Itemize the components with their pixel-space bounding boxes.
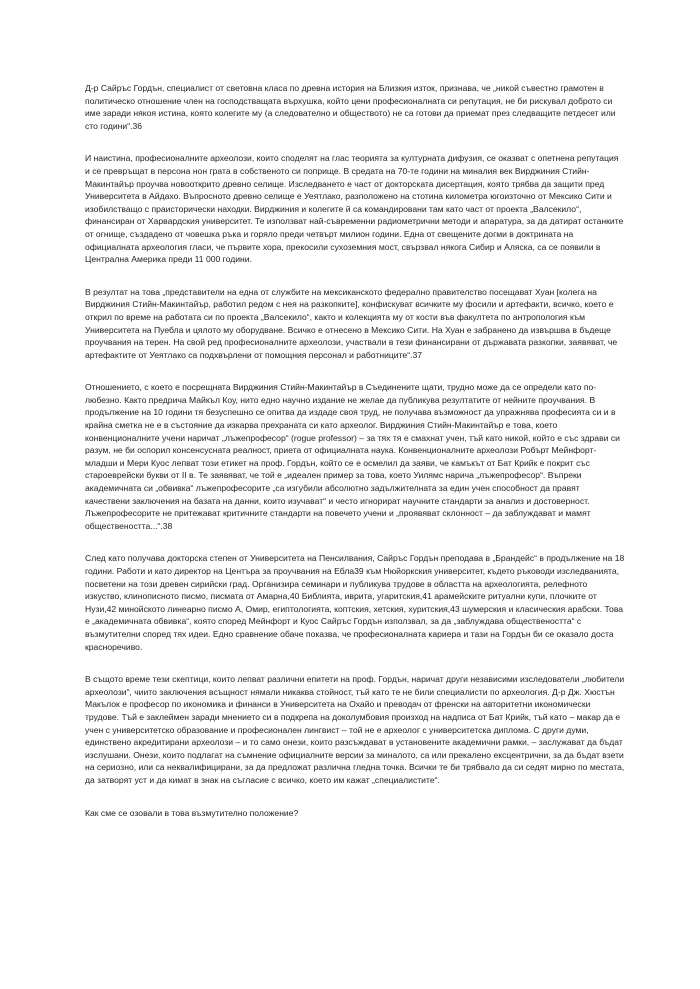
document-body [85, 82, 625, 839]
paragraph-1: Д-р Сайръс Гордън, специалист от световна класа по древна история на Близкия изток, признава, че „никой съвестно грамотен в политическо отношение член на господстващата върхушка, който цени професионалната си репутация, не би рискувал доброто си име заради някоя истина, която колегите му (а следователно и обществото) не са готови да приемат през следващите петдесет или сто години“.36 [85, 83, 616, 131]
paragraph-6: В същото време тези скептици, които лепват различни епитети на проф. Гордън, наричат други независими изследователи „любители археолози“, чиито заключения всъщност нямали никаква стойност, тъй като те не били специалисти по археология. Д-р Дж. Хюстън Макълок е професор по икономика и финанси в Университета на Охайо и преводач от френски на авторитетни икономически трудове. Тъй е заклеймен заради мнението си в подкрепа на доколумбовия произход на надписа от Бат Крийк, тъй като – макар да е учен с университетско образование и професионален лингвист – той не е археолог с университетска диплома. С други думи, единствено акредитирани археолози – и то само онези, които разсъждават в установените академични рамки, – заслужават да бъдат изслушани. Онези, които подлагат на съмнение официалните версии за миналото, са или прекалено ексцентрични, за да бъдат взети на сериозно, или са неквалифицирани, за да предложат различна гледна точка. Всички те би трябвало да си седят мирно по местата, да затворят уст и да кимат в знак на съгласие с всичко, което им кажат „специалистите“. [85, 674, 625, 785]
paragraph-4: Отношението, с което е посрещната Вирджиния Стийн-Макинтайър в Съединените щати, трудно може да се определи като по-любезно. Както предрича Майкъл Коу, нито едно научно издание не желае да публикува резултатите от нейните проучвания. В продължение на 10 години тя безуспешно се опитва да издаде своя труд, не получава възможност да упражнява професията си и в крайна сметка не е в състояние да изкарва прехраната си като археолог. Вирджиния Стийн-Макинтайър е това, което конвенционалните учени наричат „лъжепрофесор“ (rogue professor) – за тях тя е смахнат учен, тъй като никой, който е със здрави си разум, не би оспорил консенсусната реалност, приета от официалната наука. Конвенционалните археолози Робърт Мейнфорт-младши и Мери Куос лепват този етикет на проф. Гордън, който се е осмелил да заяви, че камъкът от Бат Крийк е покрит със староеврейски букви от II в. Те заявяват, че той е „идеален пример за това, което Уилямс нарича „лъжепрофесор“. Въпреки академичната си „обвивка“ лъжепрофесорите „са изгубили абсолютно задължителната за един учен способност да правят качествени заключения на базата на данни, които изучават“ и често игнорират научните стандарти за анализ и достоверност. Лъжепрофесорите не притежават критичните стандарти на повечето учени и „проявяват склонност – да заблуждават и мамят обществеността...“.38 [85, 382, 620, 531]
paragraph-2: И наистина, професионалните археолози, които споделят на глас теорията за културната дифузия, се оказват с опетнена репутация и се превръщат в персона нон грата в собственото си поприще. В средата на 70-те години на миналия век Вирджиния Стийн-Макинтайър проучва новооткрито древно селище. Изследването е част от докторската дисертация, която трябва да защити пред Университета в Айдахо. Въпросното древно селище е Уеятлако, разположено на стотина километра югоизточно от Мексико Сити и изобилстващо с праисторически находки. Вирджиния и колегите й са командировани там като част от проекта „Валсекило“, финансиран от Харвардския университет. Те използват най-съвременни радиометрични методи и апаратура, за да датират останките от огнище, създадено от човешка ръка и горяло преди четвърт милион години. Една от свещените догми в доктрината на официалната археология гласи, че първите хора, прекосили сухоземния мост, свързвал някога Сибир и Аляска, са се появили в Централна Америка преди 11 000 години. [85, 153, 624, 265]
paragraph-3: В резултат на това „представители на една от службите на мексиканското федерално правителство посещават Хуан [колега на Вирджиния Стийн-Макинтайър, работил редом с нея на разкопките], конфискуват всичките му фосили и артефакти, всичко, което е открил по време на работата си по проекта „Валсекило“, както и колекцията му от кости във факултета по антропология към Университета на Пуебла и цялото му оборудване. Всичко е отнесено в Мексико Сити. На Хуан е забранено да извършва в бъдеще проучвания на терен. На свой ред професионалните археолози, участвали в тези финансирани от държавата разкопки, заявяват, че артефактите от Уеятлако са подхвърлени от помощния персонал и работниците“.37 [85, 286, 618, 360]
paragraph-5: След като получава докторска степен от Университета на Пенсилвания, Сайръс Гордън преподава в „Брандейс“ в продължение на 18 години. Работи и като директор на Центъра за проучвания на Ебла39 към Нюйоркския университет, където ръководи изследванията, посветени на този древен сирийски град. Организира семинари и публикува трудове в областта на археологията, релефното изкуство, клинописното писмо, писмата от Амарна,40 Библията, иврита, угаритския,41 арамейските ритуални купи, плочките от Нузи,42 минойското линеарно писмо А, Омир, египтологията, коптския, хетския, хуритския,43 шумерския и класическия арабски. Това е „академичната обвивка“, която според Мейнфорт и Куос Сайръс Гордън използвал, за да „заблуждава обществеността“ с възмутителни според тях идеи. Едно сравнение обаче показва, че професионалната кариера и тази на Гордън би се оказало доста красноречиво. [85, 553, 625, 652]
closing-question: Как сме се озовали в това възмутително положение? [85, 807, 299, 818]
